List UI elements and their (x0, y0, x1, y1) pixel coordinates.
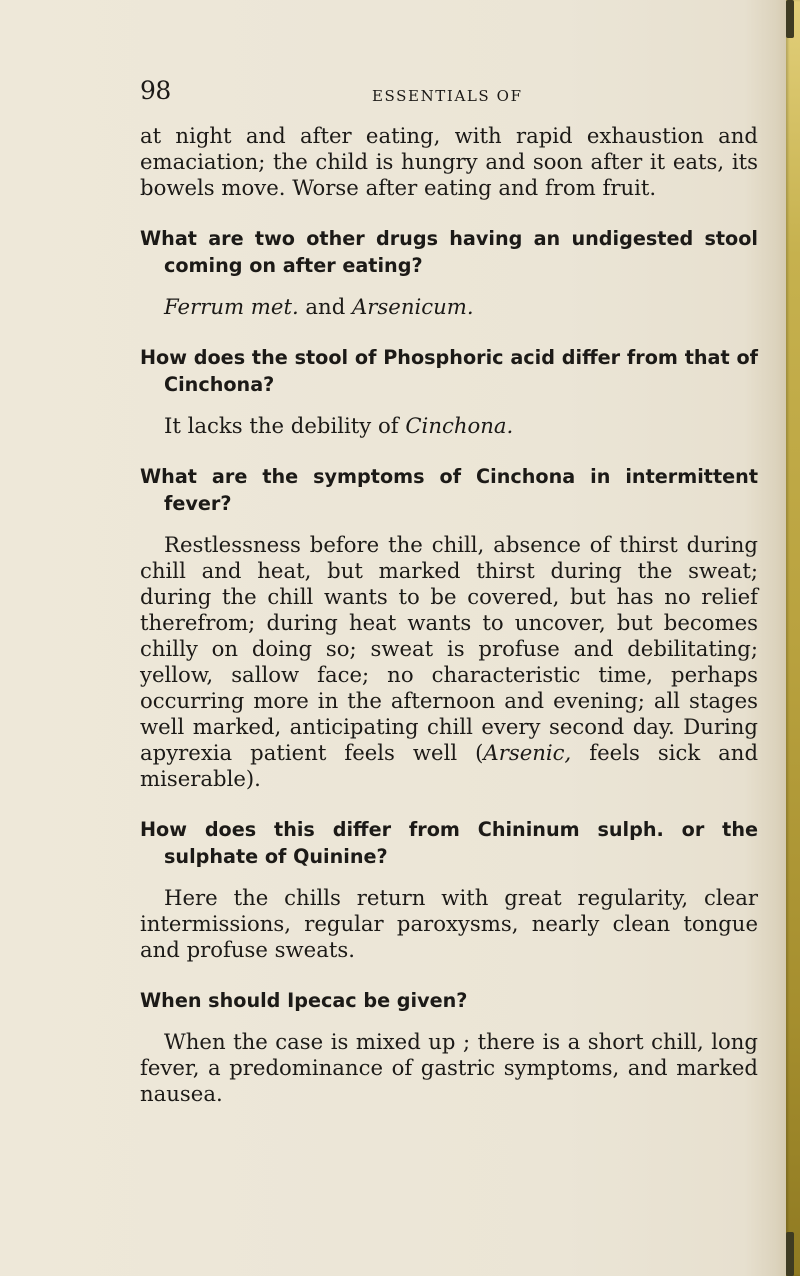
question-heading: How does this differ from Chininum sulph. or the sulphate of Quinine? (140, 818, 758, 868)
question-heading: When should Ipecac be given? (140, 989, 468, 1012)
page-edge-strip (786, 0, 800, 1276)
answer-text: and (298, 294, 352, 319)
remedy-name: Ferrum met. (164, 294, 299, 319)
answer-text: It lacks the debility of (164, 413, 406, 438)
page-header (140, 76, 760, 116)
answer-paragraph: Here the chills return with great regularity, clear intermissions, regular paroxysms, nearly clean tongue and profuse sweats. (140, 885, 758, 962)
edge-shadow-top (786, 0, 794, 38)
answer-paragraph (140, 532, 758, 792)
edge-shadow-bottom (786, 1232, 794, 1276)
question-heading: How does the stool of Phosphoric acid differ from that of Cinchona? (140, 346, 758, 396)
remedy-name: Arsenic, (483, 740, 572, 765)
answer-paragraph: at night and after eating, with rapid exhaustion and emaciation; the child is hungry and soon after it eats, its bowels move. Worse after eating and from fruit. (140, 123, 758, 200)
remedy-name: Cinchona. (405, 413, 514, 438)
answer-text: Restlessness before the chill, absence of thirst during chill and heat, but marked thirst during the sweat; during the chill wants to be covered, but has no relief therefrom; during heat wants to uncover, but becomes chilly on doing so; sweat is profuse and debilitating; yellow, sallow face; no characteristic time, perhaps occurring more in the afternoon and evening; all stages well marked, anticipating chill every second day. During apyrexia patient feels well ( (140, 532, 758, 765)
question-heading: What are the symptoms of Cinchona in intermittent fever? (140, 465, 758, 515)
body-text (140, 123, 758, 1107)
running-head: ESSENTIALS OF (372, 87, 523, 105)
answer-text: feels sick and miserable). (140, 740, 759, 791)
remedy-name: Arsenicum. (352, 294, 474, 319)
answer-paragraph (140, 413, 758, 439)
answer-paragraph (140, 294, 758, 320)
answer-paragraph: When the case is mixed up ; there is a short chill, long fever, a predominance of gastric symptoms, and marked nausea. (140, 1029, 758, 1106)
question-heading: What are two other drugs having an undigested stool coming on after eating? (140, 227, 758, 277)
page-number: 98 (140, 76, 171, 105)
